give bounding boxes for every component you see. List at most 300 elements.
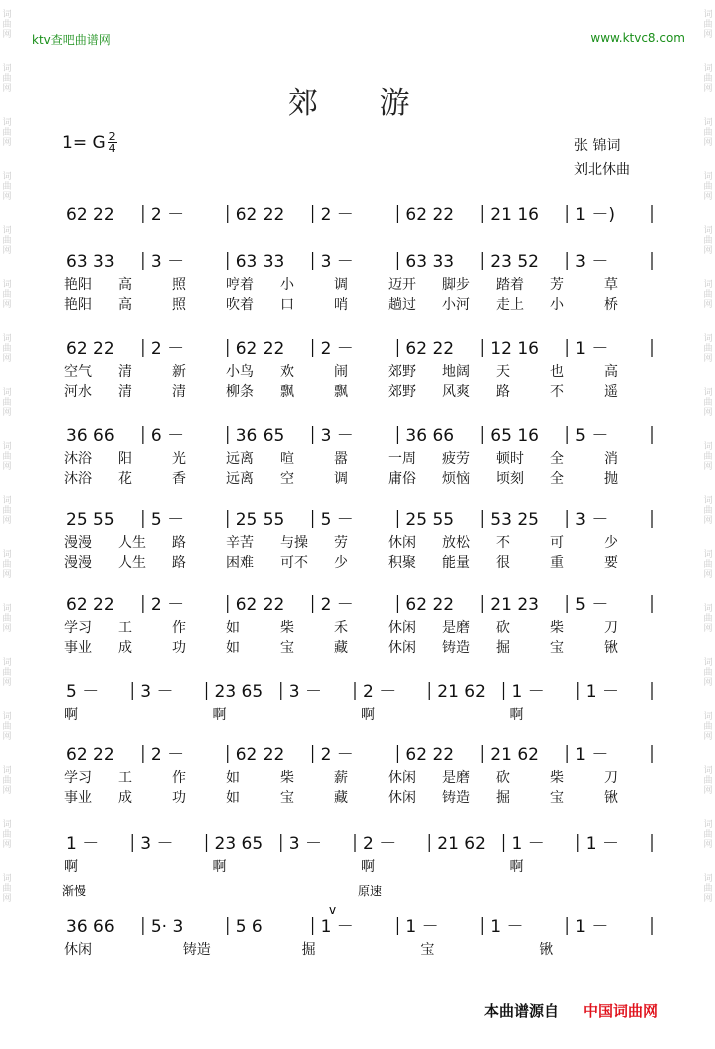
lyric-word: 如 xyxy=(226,620,240,636)
lyric-word: 宝 xyxy=(550,790,564,806)
watermark-glyph: 曲 xyxy=(703,128,713,138)
watermark-glyph: 网 xyxy=(703,138,713,148)
lyric-word: 艳阳 xyxy=(64,297,92,313)
measure-notes: 62 22 xyxy=(405,595,455,615)
measure-notes: 3 － xyxy=(288,682,322,702)
lyric-word: 禾 xyxy=(334,620,348,636)
watermark-glyph: 曲 xyxy=(2,830,12,840)
lyric-word: 全 xyxy=(550,471,564,487)
watermark-glyph: 网 xyxy=(703,624,713,634)
measure-notes: 62 22 xyxy=(405,339,455,359)
lyric-word: 功 xyxy=(172,790,186,806)
lyric-word: 困难 xyxy=(226,555,254,571)
watermark-glyph: 网 xyxy=(2,462,12,472)
lyric-word: 照 xyxy=(172,297,186,313)
measure-notes: 2 － xyxy=(320,339,354,359)
lyric-word: 休闲 xyxy=(388,620,416,636)
lyric-word: 少 xyxy=(334,555,348,571)
lyric-word: 沐浴 xyxy=(64,471,92,487)
measure-notes: 1 － xyxy=(585,682,619,702)
watermark-glyph: 词 xyxy=(703,712,713,722)
watermark-glyph: 词 xyxy=(2,118,12,128)
lyric-word: 空气 xyxy=(64,364,92,380)
measure-notes: 2 － xyxy=(150,595,185,615)
watermark-glyph: 曲 xyxy=(703,560,713,570)
watermark-glyph: 曲 xyxy=(2,236,12,246)
measure-notes: 65 16 xyxy=(490,426,539,446)
source-footer xyxy=(484,1000,658,1021)
lyric-word: 走上 xyxy=(496,297,524,313)
breath-mark: v xyxy=(329,903,337,917)
measure-notes: 2 － xyxy=(320,205,354,225)
measure-notes: 12 16 xyxy=(490,339,539,359)
lyric-word: 小 xyxy=(550,297,564,313)
measure-notes: 5 － xyxy=(575,426,609,446)
measure-notes: 1 － xyxy=(575,917,609,937)
lyric-word: 飘 xyxy=(334,384,348,400)
measure-notes: 21 23 xyxy=(490,595,539,615)
lyric-word: 远离 xyxy=(226,451,254,467)
measure-notes: 62 22 xyxy=(235,745,285,765)
watermark-glyph: 网 xyxy=(703,570,713,580)
watermark-glyph: 曲 xyxy=(703,668,713,678)
watermark-glyph: 网 xyxy=(703,516,713,526)
watermark-glyph: 网 xyxy=(2,30,12,40)
watermark-glyph: 网 xyxy=(2,570,12,580)
lyric-word: 小河 xyxy=(442,297,470,313)
lyric-word: 小鸟 xyxy=(226,364,254,380)
measure-notes: 62 22 xyxy=(235,205,285,225)
lyric-word: 学习 xyxy=(64,620,92,636)
lyric-word: 啊 xyxy=(64,707,78,723)
song-title: 郊 游 xyxy=(288,86,436,121)
lyric-word: 调 xyxy=(334,471,348,487)
measure-notes: 3 － xyxy=(140,682,174,702)
lyric-word: 疲劳 xyxy=(442,451,470,467)
lyric-word: 口 xyxy=(280,297,294,313)
lyric-word: 空 xyxy=(280,471,294,487)
measure-notes: 3 － xyxy=(320,426,354,446)
watermark-glyph: 网 xyxy=(703,354,713,364)
lyric-word: 工 xyxy=(118,770,132,786)
lyric-word: 路 xyxy=(172,535,186,551)
measure-notes: 36 66 xyxy=(66,426,115,446)
watermark-glyph: 词 xyxy=(703,496,713,506)
lyric-word: 清 xyxy=(118,364,132,380)
watermark-glyph: 词 xyxy=(703,820,713,830)
lyric-word: 地阔 xyxy=(442,364,470,380)
lyric-word: 花 xyxy=(118,471,132,487)
measure-notes: 1 － xyxy=(575,339,609,359)
watermark-glyph: 词 xyxy=(2,874,12,884)
measure-notes: 1 － xyxy=(511,834,545,854)
watermark-glyph: 网 xyxy=(703,462,713,472)
measure-notes: 63 33 xyxy=(235,252,285,272)
lyric-word: 柴 xyxy=(280,620,294,636)
lyric-word: 天 xyxy=(496,364,510,380)
measure-notes: 25 55 xyxy=(405,510,455,530)
measure-notes: 3 － xyxy=(575,510,609,530)
lyric-word: 草 xyxy=(604,277,618,293)
lyric-word: 烦恼 xyxy=(442,471,470,487)
measure-notes: 1 －) xyxy=(575,205,616,225)
lyric-word: 可不 xyxy=(280,555,308,571)
lyric-word: 踏着 xyxy=(496,277,524,293)
measure-notes: 2 － xyxy=(320,595,354,615)
lyric-word: 宝 xyxy=(280,790,294,806)
measure-notes: 62 22 xyxy=(235,595,285,615)
watermark-glyph: 网 xyxy=(2,192,12,202)
lyric-word: 少 xyxy=(604,535,618,551)
meter-bottom: 4 xyxy=(108,142,116,155)
watermark-glyph: 曲 xyxy=(2,74,12,84)
lyric-word: 河水 xyxy=(64,384,92,400)
watermark-glyph: 网 xyxy=(2,678,12,688)
lyric-word: 掘 xyxy=(496,640,510,656)
lyric-word: 迈开 xyxy=(388,277,416,293)
lyric-word: 休闲 xyxy=(388,640,416,656)
lyric-word: 调 xyxy=(334,277,348,293)
lyric-word: 劳 xyxy=(334,535,348,551)
watermark-glyph: 词 xyxy=(703,550,713,560)
watermark-glyph: 曲 xyxy=(703,776,713,786)
lyric-word: 全 xyxy=(550,451,564,467)
lyric-word: 砍 xyxy=(496,620,510,636)
measure-notes: 2 － xyxy=(150,745,185,765)
watermark-glyph: 曲 xyxy=(2,452,12,462)
lyric-word: 作 xyxy=(172,770,186,786)
watermark-glyph: 曲 xyxy=(703,884,713,894)
lyric-word: 锹 xyxy=(539,942,554,958)
lyric-word: 吹着 xyxy=(226,297,254,313)
watermark-glyph: 网 xyxy=(2,624,12,634)
lyric-word: 风爽 xyxy=(442,384,470,400)
watermark-glyph: 网 xyxy=(703,84,713,94)
composer-credit: 刘北休曲 xyxy=(574,162,630,178)
watermark-glyph: 曲 xyxy=(2,614,12,624)
lyric-word: 人生 xyxy=(118,555,146,571)
measure-notes: 2 － xyxy=(363,834,397,854)
watermark-glyph: 词 xyxy=(2,280,12,290)
measure-notes: 2 － xyxy=(320,745,354,765)
watermark-glyph: 曲 xyxy=(703,290,713,300)
lyric-word: 薪 xyxy=(334,770,348,786)
measure-notes: 3 － xyxy=(288,834,322,854)
watermark-glyph: 网 xyxy=(2,732,12,742)
lyric-word: 光 xyxy=(172,451,186,467)
lyric-word: 作 xyxy=(172,620,186,636)
meter-top: 2 xyxy=(108,130,116,143)
watermark-glyph: 网 xyxy=(2,516,12,526)
source-brand[interactable]: 中国词曲网 xyxy=(583,1002,659,1020)
watermark-glyph: 词 xyxy=(703,10,713,20)
lyric-word: 工 xyxy=(118,620,132,636)
watermark-glyph: 网 xyxy=(703,30,713,40)
lyric-word: 锹 xyxy=(604,640,618,656)
watermark-glyph: 曲 xyxy=(703,74,713,84)
lyric-word: 是磨 xyxy=(442,770,470,786)
key-label: 1= G xyxy=(62,132,106,153)
lyric-word: 遥 xyxy=(604,384,618,400)
watermark-glyph: 词 xyxy=(703,118,713,128)
measure-notes: 21 62 xyxy=(437,682,486,702)
lyric-word: 宝 xyxy=(280,640,294,656)
lyric-word: 铸造 xyxy=(182,942,211,958)
lyric-word: 一周 xyxy=(388,451,416,467)
measure-notes: 25 55 xyxy=(66,510,115,530)
lyric-word: 香 xyxy=(172,471,186,487)
watermark-glyph: 网 xyxy=(2,354,12,364)
lyric-word: 与操 xyxy=(280,535,308,551)
lyric-word: 重 xyxy=(550,555,564,571)
lyric-word: 啊 xyxy=(361,859,375,875)
watermark-glyph: 词 xyxy=(703,64,713,74)
lyric-word: 哼着 xyxy=(226,277,254,293)
lyric-word: 啊 xyxy=(361,707,375,723)
lyric-word: 铸造 xyxy=(442,640,470,656)
lyric-word: 漫漫 xyxy=(64,535,92,551)
lyric-word: 脚步 xyxy=(442,277,470,293)
watermark-glyph: 词 xyxy=(2,658,12,668)
measure-notes: 53 25 xyxy=(490,510,539,530)
lyric-word: 高 xyxy=(118,297,132,313)
lyric-word: 飘 xyxy=(280,384,294,400)
lyric-word: 啊 xyxy=(212,859,227,875)
lyric-word: 消 xyxy=(604,451,618,467)
watermark-glyph: 网 xyxy=(2,84,12,94)
tempo-mark-original: 原速 xyxy=(358,884,383,898)
lyric-word: 嚣 xyxy=(334,451,348,467)
lyric-word: 芳 xyxy=(550,277,564,293)
measure-notes: 1 － xyxy=(490,917,524,937)
lyric-word: 清 xyxy=(118,384,132,400)
measure-notes: 23 52 xyxy=(490,252,539,272)
watermark-glyph: 网 xyxy=(703,840,713,850)
watermark-glyph: 网 xyxy=(2,840,12,850)
measure-notes: 5 － xyxy=(66,682,100,702)
measure-notes: 5 － xyxy=(150,510,185,530)
lyric-word: 如 xyxy=(226,790,240,806)
measure-notes: 23 65 xyxy=(214,682,264,702)
lyric-word: 休闲 xyxy=(388,770,416,786)
watermark-glyph: 词 xyxy=(2,388,12,398)
watermark-glyph: 词 xyxy=(703,658,713,668)
lyric-word: 啊 xyxy=(64,859,78,875)
watermark-glyph: 曲 xyxy=(2,560,12,570)
watermark-glyph: 曲 xyxy=(2,344,12,354)
watermark-glyph: 曲 xyxy=(2,722,12,732)
watermark-glyph: 曲 xyxy=(703,452,713,462)
measure-notes: 1 － xyxy=(405,917,439,937)
watermark-glyph: 曲 xyxy=(703,236,713,246)
lyric-word: 不 xyxy=(496,535,510,551)
lyric-word: 很 xyxy=(496,555,510,571)
lyric-word: 成 xyxy=(118,640,132,656)
lyric-word: 宝 xyxy=(420,942,435,958)
lyric-word: 掘 xyxy=(301,942,316,958)
lyric-word: 可 xyxy=(550,535,564,551)
watermark-glyph: 词 xyxy=(703,766,713,776)
lyric-word: 休闲 xyxy=(388,535,416,551)
lyric-word: 顷刻 xyxy=(496,471,524,487)
lyric-word: 啊 xyxy=(509,859,524,875)
tempo-mark-slow: 渐慢 xyxy=(62,884,87,898)
site-url-right[interactable]: www.ktvc8.com xyxy=(590,31,685,45)
measure-notes: 5 － xyxy=(320,510,354,530)
watermark-glyph: 网 xyxy=(703,246,713,256)
lyric-word: 艳阳 xyxy=(64,277,92,293)
watermark-glyph: 曲 xyxy=(2,128,12,138)
lyric-word: 事业 xyxy=(64,790,92,806)
watermark-glyph: 曲 xyxy=(2,290,12,300)
lyric-word: 辛苦 xyxy=(226,535,254,551)
lyricist-credit: 张 锦词 xyxy=(574,138,621,154)
source-label: 本曲谱源自 xyxy=(484,1002,560,1020)
lyric-word: 喧 xyxy=(280,451,294,467)
watermark-glyph: 曲 xyxy=(2,506,12,516)
watermark-glyph: 网 xyxy=(703,408,713,418)
watermark-glyph: 词 xyxy=(703,388,713,398)
watermark-glyph: 曲 xyxy=(2,182,12,192)
watermark-glyph: 词 xyxy=(2,10,12,20)
watermark-glyph: 词 xyxy=(703,334,713,344)
lyric-word: 郊野 xyxy=(388,364,416,380)
lyric-word: 柳条 xyxy=(226,384,254,400)
lyric-word: 刀 xyxy=(604,770,618,786)
measure-notes: 23 65 xyxy=(214,834,264,854)
measure-notes: 5· 3 xyxy=(150,917,184,937)
watermark-glyph: 网 xyxy=(2,300,12,310)
lyric-word: 路 xyxy=(172,555,186,571)
watermark-glyph: 词 xyxy=(2,820,12,830)
measure-notes: 1 － xyxy=(585,834,619,854)
watermark-glyph: 曲 xyxy=(2,884,12,894)
lyric-word: 人生 xyxy=(118,535,146,551)
watermark-glyph: 词 xyxy=(703,604,713,614)
measure-notes: 62 22 xyxy=(66,205,115,225)
lyric-word: 是磨 xyxy=(442,620,470,636)
lyric-word: 宝 xyxy=(550,640,564,656)
watermark-glyph: 词 xyxy=(703,442,713,452)
lyric-word: 啊 xyxy=(212,707,227,723)
lyric-word: 砍 xyxy=(496,770,510,786)
lyric-word: 柴 xyxy=(550,770,564,786)
watermark-glyph: 曲 xyxy=(703,722,713,732)
lyric-word: 高 xyxy=(604,364,618,380)
measure-notes: 62 22 xyxy=(66,595,115,615)
lyric-word: 事业 xyxy=(64,640,92,656)
measure-notes: 1 － xyxy=(575,745,609,765)
watermark-glyph: 曲 xyxy=(2,20,12,30)
measure-notes: 3 － xyxy=(320,252,354,272)
watermark-glyph: 网 xyxy=(2,246,12,256)
watermark-glyph: 词 xyxy=(703,874,713,884)
watermark-glyph: 网 xyxy=(703,192,713,202)
lyric-word: 郊野 xyxy=(388,384,416,400)
measure-notes: 3 － xyxy=(140,834,174,854)
measure-notes: 1 － xyxy=(511,682,545,702)
lyric-word: 如 xyxy=(226,770,240,786)
lyric-word: 抛 xyxy=(604,471,618,487)
lyric-word: 阳 xyxy=(118,451,132,467)
measure-notes: 3 － xyxy=(150,252,185,272)
watermark-glyph: 词 xyxy=(2,550,12,560)
measure-notes: 62 22 xyxy=(405,745,455,765)
measure-notes: 2 － xyxy=(150,205,185,225)
lyric-word: 藏 xyxy=(334,640,348,656)
lyric-word: 路 xyxy=(496,384,510,400)
watermark-glyph: 网 xyxy=(2,894,12,904)
lyric-word: 成 xyxy=(118,790,132,806)
lyric-word: 远离 xyxy=(226,471,254,487)
lyric-word: 锹 xyxy=(604,790,618,806)
lyric-word: 趟过 xyxy=(388,297,416,313)
measure-notes: 62 22 xyxy=(405,205,455,225)
lyric-word: 桥 xyxy=(604,297,618,313)
watermark-glyph: 网 xyxy=(2,786,12,796)
measure-notes: 36 65 xyxy=(235,426,285,446)
watermark-glyph: 词 xyxy=(2,172,12,182)
watermark-glyph: 词 xyxy=(2,496,12,506)
site-name-left[interactable]: ktv查吧曲谱网 xyxy=(32,33,111,47)
measure-notes: 5 － xyxy=(575,595,609,615)
lyric-word: 柴 xyxy=(280,770,294,786)
watermark-glyph: 曲 xyxy=(703,20,713,30)
measure-notes: 5 6 xyxy=(235,917,263,937)
watermark-glyph: 词 xyxy=(2,604,12,614)
watermark-glyph: 曲 xyxy=(2,398,12,408)
measure-notes: 3 － xyxy=(575,252,609,272)
measure-notes: 62 22 xyxy=(66,745,115,765)
measure-notes: 2 － xyxy=(150,339,185,359)
measure-notes: 1 － xyxy=(320,917,354,937)
measure-notes: 63 33 xyxy=(66,252,115,272)
lyric-word: 也 xyxy=(550,364,564,380)
watermark-glyph: 曲 xyxy=(703,344,713,354)
lyric-word: 哨 xyxy=(334,297,348,313)
lyric-word: 功 xyxy=(172,640,186,656)
watermark-glyph: 网 xyxy=(703,300,713,310)
lyric-word: 新 xyxy=(172,364,186,380)
watermark-glyph: 曲 xyxy=(703,182,713,192)
lyric-word: 小 xyxy=(280,277,294,293)
watermark-glyph: 网 xyxy=(2,408,12,418)
watermark-glyph: 网 xyxy=(703,894,713,904)
watermark-glyph: 词 xyxy=(703,226,713,236)
lyric-word: 放松 xyxy=(442,535,470,551)
lyric-word: 不 xyxy=(550,384,564,400)
watermark-glyph: 网 xyxy=(703,786,713,796)
watermark-glyph: 曲 xyxy=(2,776,12,786)
measure-notes: 36 66 xyxy=(405,426,455,446)
lyric-word: 柴 xyxy=(550,620,564,636)
lyric-word: 沐浴 xyxy=(64,451,92,467)
lyric-word: 如 xyxy=(226,640,240,656)
watermark-glyph: 词 xyxy=(703,280,713,290)
watermark-glyph: 网 xyxy=(2,138,12,148)
lyric-word: 积聚 xyxy=(388,555,416,571)
measure-notes: 21 62 xyxy=(490,745,539,765)
watermark-glyph: 曲 xyxy=(703,830,713,840)
lyric-word: 闹 xyxy=(334,364,348,380)
lyric-word: 藏 xyxy=(334,790,348,806)
measure-notes: 21 62 xyxy=(437,834,486,854)
measure-notes: 62 22 xyxy=(66,339,115,359)
lyric-word: 欢 xyxy=(280,364,294,380)
measure-notes: 21 16 xyxy=(490,205,539,225)
lyric-word: 休闲 xyxy=(388,790,416,806)
watermark-glyph: 词 xyxy=(2,64,12,74)
